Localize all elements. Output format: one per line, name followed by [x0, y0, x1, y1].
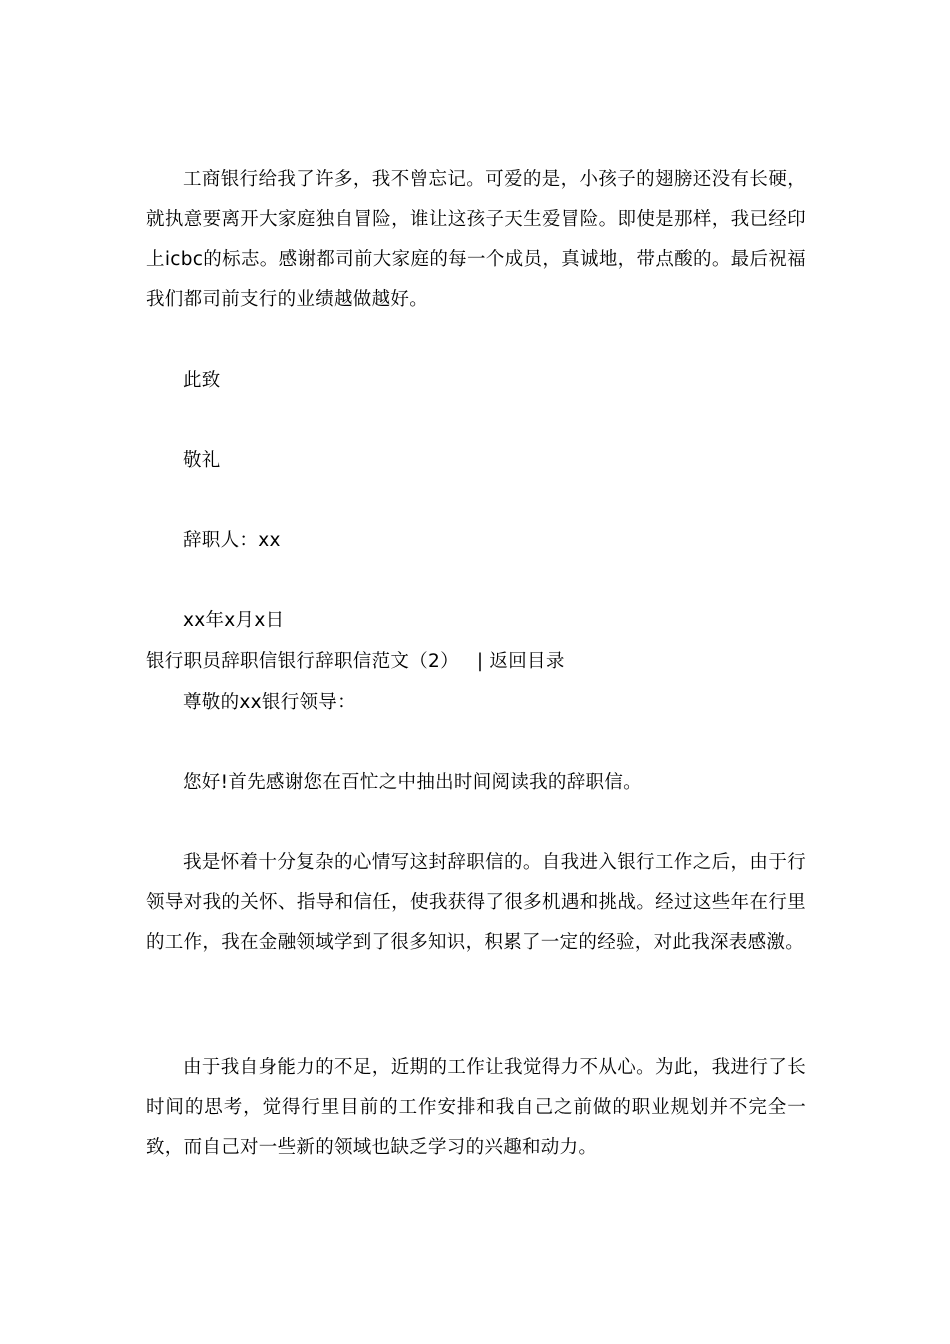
closing-salutation-cizhi: 此致: [183, 370, 221, 391]
closing-salutation-jingli: 敬礼: [183, 450, 221, 471]
separator: |: [476, 651, 484, 672]
section-title: 银行职员辞职信银行辞职信范文（2）: [146, 651, 459, 672]
back-to-contents-link[interactable]: 返回目录: [489, 651, 565, 672]
letter-paragraph-3: 由于我自身能力的不足，近期的工作让我觉得力不从心。为此，我进行了长时间的思考，觉得行里目前的工作安排和我自己之前做的职业规划并不完全一致，而自己对一些新的领域也缺乏学习的兴趣和动力。: [146, 1057, 806, 1158]
date-line: xx年x月x日: [183, 610, 285, 631]
letter-paragraph-1: 工商银行给我了许多，我不曾忘记。可爱的是，小孩子的翅膀还没有长硬，就执意要离开大家庭独自冒险，谁让这孩子天生爱冒险。即使是那样，我已经印上icbc的标志。感谢都司前大家庭的每一个成员，真诚地，带点酸的。最后祝福我们都司前支行的业绩越做越好。: [146, 169, 806, 310]
letter-salutation: 尊敬的xx银行领导：: [183, 692, 356, 713]
letter-greeting: 您好!首先感谢您在百忙之中抽出时间阅读我的辞职信。: [183, 772, 642, 793]
section-heading: [146, 649, 565, 675]
letter-paragraph-2: 我是怀着十分复杂的心情写这封辞职信的。自我进入银行工作之后，由于行领导对我的关怀、指导和信任，使我获得了很多机遇和挑战。经过这些年在行里的工作，我在金融领域学到了很多知识，积累了一定的经验，对此我深表感激。: [146, 852, 806, 953]
signature-line: 辞职人：xx: [183, 530, 281, 551]
